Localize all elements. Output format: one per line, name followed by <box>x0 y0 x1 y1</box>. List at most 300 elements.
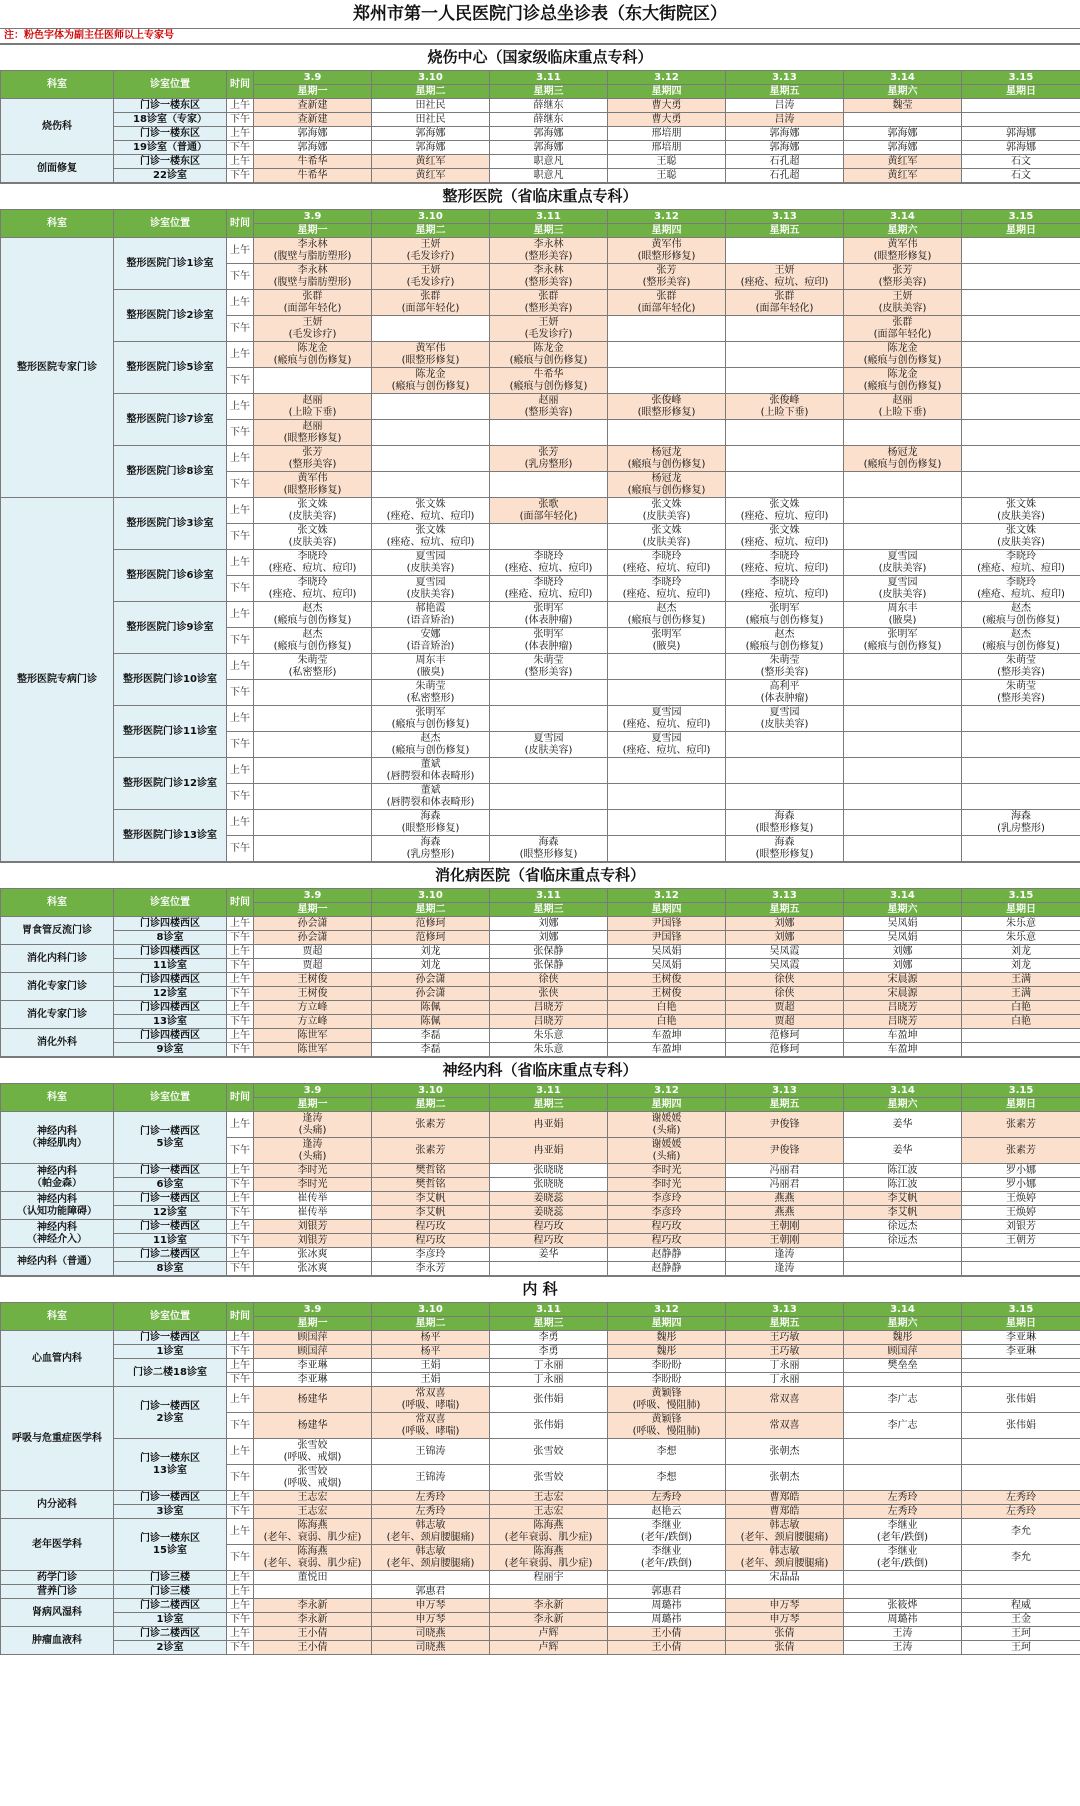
doctor-cell[interactable]: 逢涛 (头痛) <box>254 1138 372 1164</box>
doctor-cell[interactable]: 程巧玫 <box>372 1220 490 1234</box>
doctor-cell[interactable] <box>844 1262 962 1276</box>
doctor-cell[interactable]: 尹俊锋 <box>726 1112 844 1138</box>
doctor-cell[interactable]: 韩志敏 (老年、颈肩腰腿痛) <box>372 1519 490 1545</box>
doctor-cell[interactable]: 吕晓芳 <box>844 1015 962 1029</box>
doctor-cell[interactable]: 黄颖锋 (呼吸、慢阻肺) <box>608 1387 726 1413</box>
doctor-cell[interactable]: 魏彤 <box>608 1331 726 1345</box>
doctor-cell[interactable] <box>726 472 844 498</box>
doctor-cell[interactable]: 张群 (面部年轻化) <box>608 290 726 316</box>
doctor-cell[interactable] <box>844 1439 962 1465</box>
doctor-cell[interactable]: 顾国萍 <box>844 1345 962 1359</box>
doctor-cell[interactable]: 王小倩 <box>608 1641 726 1655</box>
doctor-cell[interactable]: 范修珂 <box>726 1043 844 1057</box>
doctor-cell[interactable]: 刘娜 <box>844 959 962 973</box>
doctor-cell[interactable]: 徐侠 <box>490 973 608 987</box>
doctor-cell[interactable]: 郭惠君 <box>608 1585 726 1599</box>
doctor-cell[interactable]: 夏雪园 (皮肤美容) <box>372 576 490 602</box>
doctor-cell[interactable]: 韩志敏 (老年、颈肩腰腿痛) <box>726 1545 844 1571</box>
doctor-cell[interactable] <box>490 784 608 810</box>
doctor-cell[interactable]: 刘娜 <box>490 917 608 931</box>
doctor-cell[interactable] <box>962 706 1080 732</box>
doctor-cell[interactable]: 吕涛 <box>726 113 844 127</box>
doctor-cell[interactable] <box>608 420 726 446</box>
doctor-cell[interactable]: 张俊峰 (眼整形修复) <box>608 394 726 420</box>
doctor-cell[interactable] <box>608 654 726 680</box>
doctor-cell[interactable]: 张文姝 (皮肤美容) <box>608 498 726 524</box>
doctor-cell[interactable]: 王娟 <box>372 1373 490 1387</box>
doctor-cell[interactable]: 陈海燕 (老年衰弱、肌少症) <box>490 1519 608 1545</box>
doctor-cell[interactable]: 方立峰 <box>254 1001 372 1015</box>
doctor-cell[interactable]: 王志宏 <box>254 1505 372 1519</box>
doctor-cell[interactable]: 白艳 <box>962 1001 1080 1015</box>
doctor-cell[interactable]: 朱萌莹 (私密整形) <box>372 680 490 706</box>
doctor-cell[interactable]: 张明军 (腋臭) <box>608 628 726 654</box>
doctor-cell[interactable]: 陈江波 <box>844 1164 962 1178</box>
doctor-cell[interactable]: 黄红军 <box>372 169 490 183</box>
doctor-cell[interactable]: 杨建华 <box>254 1387 372 1413</box>
doctor-cell[interactable]: 郭海娜 <box>844 141 962 155</box>
doctor-cell[interactable]: 车盈坤 <box>844 1043 962 1057</box>
doctor-cell[interactable]: 左秀玲 <box>962 1505 1080 1519</box>
doctor-cell[interactable]: 石孔超 <box>726 155 844 169</box>
doctor-cell[interactable]: 朱萌莹 (整形美容) <box>490 654 608 680</box>
doctor-cell[interactable] <box>844 113 962 127</box>
doctor-cell[interactable]: 陈江波 <box>844 1178 962 1192</box>
doctor-cell[interactable]: 冉亚娟 <box>490 1138 608 1164</box>
doctor-cell[interactable]: 申万琴 <box>726 1599 844 1613</box>
doctor-cell[interactable]: 李广志 <box>844 1387 962 1413</box>
doctor-cell[interactable]: 张文姝 (皮肤美容) <box>962 498 1080 524</box>
doctor-cell[interactable]: 黄军伟 (眼整形修复) <box>254 472 372 498</box>
doctor-cell[interactable]: 郭海娜 <box>726 127 844 141</box>
doctor-cell[interactable]: 刘龙 <box>372 945 490 959</box>
doctor-cell[interactable]: 吕晓芳 <box>490 1001 608 1015</box>
doctor-cell[interactable]: 杨平 <box>372 1345 490 1359</box>
doctor-cell[interactable] <box>608 342 726 368</box>
doctor-cell[interactable]: 曹大勇 <box>608 99 726 113</box>
doctor-cell[interactable]: 赵杰 (瘢痕与创伤修复) <box>962 628 1080 654</box>
doctor-cell[interactable]: 张群 (整形美容) <box>490 290 608 316</box>
doctor-cell[interactable]: 赵杰 (瘢痕与创伤修复) <box>726 628 844 654</box>
doctor-cell[interactable]: 宋晨源 <box>844 987 962 1001</box>
doctor-cell[interactable] <box>726 784 844 810</box>
doctor-cell[interactable]: 范修珂 <box>372 917 490 931</box>
doctor-cell[interactable]: 赵杰 (瘢痕与创伤修复) <box>962 602 1080 628</box>
doctor-cell[interactable]: 刘娜 <box>490 931 608 945</box>
doctor-cell[interactable] <box>844 1248 962 1262</box>
doctor-cell[interactable] <box>254 1585 372 1599</box>
doctor-cell[interactable] <box>962 758 1080 784</box>
doctor-cell[interactable]: 黄军伟 (眼整形修复) <box>608 238 726 264</box>
doctor-cell[interactable]: 燕燕 <box>726 1206 844 1220</box>
doctor-cell[interactable]: 白艳 <box>608 1001 726 1015</box>
doctor-cell[interactable]: 孙会潇 <box>254 931 372 945</box>
doctor-cell[interactable]: 海森 (乳房整形) <box>372 836 490 862</box>
doctor-cell[interactable] <box>962 446 1080 472</box>
doctor-cell[interactable] <box>962 1585 1080 1599</box>
doctor-cell[interactable] <box>726 368 844 394</box>
doctor-cell[interactable] <box>962 394 1080 420</box>
doctor-cell[interactable] <box>962 1373 1080 1387</box>
doctor-cell[interactable]: 张文姝 (皮肤美容) <box>254 524 372 550</box>
doctor-cell[interactable]: 查新建 <box>254 99 372 113</box>
doctor-cell[interactable]: 李继业 (老年/跌倒) <box>608 1519 726 1545</box>
doctor-cell[interactable]: 董斌 (唇腭裂和体表畸形) <box>372 784 490 810</box>
doctor-cell[interactable]: 陈龙金 (瘢痕与创伤修复) <box>844 342 962 368</box>
doctor-cell[interactable]: 李永新 <box>254 1613 372 1627</box>
doctor-cell[interactable] <box>844 1571 962 1585</box>
doctor-cell[interactable]: 张明军 (体表肿瘤) <box>490 628 608 654</box>
doctor-cell[interactable]: 杨冠龙 (瘢痕与创伤修复) <box>608 472 726 498</box>
doctor-cell[interactable]: 李彦玲 <box>372 1248 490 1262</box>
doctor-cell[interactable]: 白艳 <box>962 1015 1080 1029</box>
doctor-cell[interactable]: 张雪姣 (呼吸、戒烟) <box>254 1465 372 1491</box>
doctor-cell[interactable]: 张芳 (整形美容) <box>844 264 962 290</box>
doctor-cell[interactable]: 张文姝 (皮肤美容) <box>608 524 726 550</box>
doctor-cell[interactable]: 张芳 (整形美容) <box>608 264 726 290</box>
doctor-cell[interactable]: 孙会潇 <box>372 973 490 987</box>
doctor-cell[interactable]: 樊哲铭 <box>372 1178 490 1192</box>
doctor-cell[interactable]: 王妍 (毛发诊疗) <box>254 316 372 342</box>
doctor-cell[interactable] <box>608 368 726 394</box>
doctor-cell[interactable] <box>962 472 1080 498</box>
doctor-cell[interactable]: 高利平 (体表肿瘤) <box>726 680 844 706</box>
doctor-cell[interactable] <box>844 1585 962 1599</box>
doctor-cell[interactable] <box>490 758 608 784</box>
doctor-cell[interactable]: 徐远杰 <box>844 1220 962 1234</box>
doctor-cell[interactable] <box>962 316 1080 342</box>
doctor-cell[interactable] <box>490 1262 608 1276</box>
doctor-cell[interactable]: 王巧敏 <box>726 1345 844 1359</box>
doctor-cell[interactable]: 郭海娜 <box>726 141 844 155</box>
doctor-cell[interactable]: 丁永丽 <box>726 1359 844 1373</box>
doctor-cell[interactable] <box>962 99 1080 113</box>
doctor-cell[interactable]: 朱萌莹 (私密整形) <box>254 654 372 680</box>
doctor-cell[interactable]: 石孔超 <box>726 169 844 183</box>
doctor-cell[interactable] <box>726 342 844 368</box>
doctor-cell[interactable]: 丁永丽 <box>490 1373 608 1387</box>
doctor-cell[interactable]: 郭海娜 <box>962 141 1080 155</box>
doctor-cell[interactable]: 张朝杰 <box>726 1465 844 1491</box>
doctor-cell[interactable]: 王朝刚 <box>726 1220 844 1234</box>
doctor-cell[interactable]: 王妍 (毛发诊疗) <box>372 238 490 264</box>
doctor-cell[interactable]: 姜晓蕊 <box>490 1192 608 1206</box>
doctor-cell[interactable]: 黄颖锋 (呼吸、慢阻肺) <box>608 1413 726 1439</box>
doctor-cell[interactable]: 黄红军 <box>844 155 962 169</box>
doctor-cell[interactable]: 海森 (眼整形修复) <box>726 836 844 862</box>
doctor-cell[interactable] <box>962 113 1080 127</box>
doctor-cell[interactable]: 李盼盼 <box>608 1373 726 1387</box>
doctor-cell[interactable]: 张明军 (瘢痕与创伤修复) <box>726 602 844 628</box>
doctor-cell[interactable]: 申万琴 <box>372 1613 490 1627</box>
doctor-cell[interactable]: 张芳 (整形美容) <box>254 446 372 472</box>
doctor-cell[interactable]: 吴凤霞 <box>726 945 844 959</box>
doctor-cell[interactable]: 陈世军 <box>254 1043 372 1057</box>
doctor-cell[interactable]: 李晓玲 (痤疮、痘坑、痘印) <box>254 550 372 576</box>
doctor-cell[interactable]: 丁永丽 <box>726 1373 844 1387</box>
doctor-cell[interactable]: 张保静 <box>490 945 608 959</box>
doctor-cell[interactable] <box>254 810 372 836</box>
doctor-cell[interactable]: 宋晶晶 <box>726 1571 844 1585</box>
doctor-cell[interactable]: 赵杰 (瘢痕与创伤修复) <box>608 602 726 628</box>
doctor-cell[interactable]: 白艳 <box>608 1015 726 1029</box>
doctor-cell[interactable]: 郭惠君 <box>372 1585 490 1599</box>
doctor-cell[interactable]: 陈海燕 (老年、衰弱、肌少症) <box>254 1545 372 1571</box>
doctor-cell[interactable] <box>372 446 490 472</box>
doctor-cell[interactable]: 朱乐意 <box>490 1029 608 1043</box>
doctor-cell[interactable]: 刘银芳 <box>254 1220 372 1234</box>
doctor-cell[interactable]: 王满 <box>962 973 1080 987</box>
doctor-cell[interactable] <box>844 732 962 758</box>
doctor-cell[interactable]: 海森 (眼整形修复) <box>490 836 608 862</box>
doctor-cell[interactable]: 刘银芳 <box>962 1220 1080 1234</box>
doctor-cell[interactable] <box>372 420 490 446</box>
doctor-cell[interactable] <box>372 316 490 342</box>
doctor-cell[interactable] <box>372 472 490 498</box>
doctor-cell[interactable]: 董悦田 <box>254 1571 372 1585</box>
doctor-cell[interactable]: 程巧玫 <box>608 1220 726 1234</box>
doctor-cell[interactable]: 陈佩 <box>372 1001 490 1015</box>
doctor-cell[interactable]: 夏雪园 (皮肤美容) <box>844 576 962 602</box>
doctor-cell[interactable]: 吴凤娟 <box>608 945 726 959</box>
doctor-cell[interactable]: 左秀玲 <box>372 1491 490 1505</box>
doctor-cell[interactable]: 王珂 <box>962 1627 1080 1641</box>
doctor-cell[interactable]: 李继业 (老年/跌倒) <box>608 1545 726 1571</box>
doctor-cell[interactable]: 贾超 <box>254 945 372 959</box>
doctor-cell[interactable]: 徐远杰 <box>844 1234 962 1248</box>
doctor-cell[interactable]: 李广志 <box>844 1413 962 1439</box>
doctor-cell[interactable]: 陈海燕 (老年、衰弱、肌少症) <box>254 1519 372 1545</box>
doctor-cell[interactable]: 赵静静 <box>608 1262 726 1276</box>
doctor-cell[interactable]: 张文姝 (痤疮、痘坑、痘印) <box>372 524 490 550</box>
doctor-cell[interactable]: 安娜 (语音矫治) <box>372 628 490 654</box>
doctor-cell[interactable]: 罗小娜 <box>962 1164 1080 1178</box>
doctor-cell[interactable]: 司晓燕 <box>372 1627 490 1641</box>
doctor-cell[interactable] <box>726 316 844 342</box>
doctor-cell[interactable]: 王焕婷 <box>962 1192 1080 1206</box>
doctor-cell[interactable]: 刘娜 <box>844 945 962 959</box>
doctor-cell[interactable]: 陈龙金 (瘢痕与创伤修复) <box>844 368 962 394</box>
doctor-cell[interactable]: 朱乐意 <box>490 1043 608 1057</box>
doctor-cell[interactable]: 李艾帆 <box>844 1192 962 1206</box>
doctor-cell[interactable]: 张雪姣 (呼吸、戒烟) <box>254 1439 372 1465</box>
doctor-cell[interactable]: 郭海娜 <box>490 141 608 155</box>
doctor-cell[interactable] <box>962 1043 1080 1057</box>
doctor-cell[interactable]: 职意凡 <box>490 169 608 183</box>
doctor-cell[interactable]: 王珂 <box>962 1641 1080 1655</box>
doctor-cell[interactable]: 李艾帆 <box>372 1192 490 1206</box>
doctor-cell[interactable]: 吴凤娟 <box>844 917 962 931</box>
doctor-cell[interactable]: 陈佩 <box>372 1015 490 1029</box>
doctor-cell[interactable]: 王树俊 <box>254 987 372 1001</box>
doctor-cell[interactable]: 范修珂 <box>372 931 490 945</box>
doctor-cell[interactable]: 程威 <box>962 1599 1080 1613</box>
doctor-cell[interactable]: 魏莹 <box>844 99 962 113</box>
doctor-cell[interactable]: 张保静 <box>490 959 608 973</box>
doctor-cell[interactable]: 王妍 (毛发诊疗) <box>490 316 608 342</box>
doctor-cell[interactable]: 石文 <box>962 169 1080 183</box>
doctor-cell[interactable]: 陈世军 <box>254 1029 372 1043</box>
doctor-cell[interactable]: 李晓玲 (痤疮、痘坑、痘印) <box>962 550 1080 576</box>
doctor-cell[interactable] <box>962 368 1080 394</box>
doctor-cell[interactable] <box>490 810 608 836</box>
doctor-cell[interactable] <box>962 1439 1080 1465</box>
doctor-cell[interactable] <box>844 524 962 550</box>
doctor-cell[interactable] <box>844 472 962 498</box>
doctor-cell[interactable]: 王锦涛 <box>372 1465 490 1491</box>
doctor-cell[interactable]: 郭海娜 <box>254 127 372 141</box>
doctor-cell[interactable]: 常双喜 <box>726 1387 844 1413</box>
doctor-cell[interactable] <box>490 706 608 732</box>
doctor-cell[interactable] <box>490 1585 608 1599</box>
doctor-cell[interactable] <box>608 810 726 836</box>
doctor-cell[interactable]: 尹国锋 <box>608 931 726 945</box>
doctor-cell[interactable]: 贾超 <box>726 1001 844 1015</box>
doctor-cell[interactable] <box>844 654 962 680</box>
doctor-cell[interactable] <box>254 732 372 758</box>
doctor-cell[interactable]: 田社民 <box>372 113 490 127</box>
doctor-cell[interactable] <box>844 1465 962 1491</box>
doctor-cell[interactable]: 王锦涛 <box>372 1439 490 1465</box>
doctor-cell[interactable] <box>490 524 608 550</box>
doctor-cell[interactable]: 孙会潇 <box>254 917 372 931</box>
doctor-cell[interactable]: 孙会潇 <box>372 987 490 1001</box>
doctor-cell[interactable]: 陈海燕 (老年衰弱、肌少症) <box>490 1545 608 1571</box>
doctor-cell[interactable]: 徐侠 <box>726 973 844 987</box>
doctor-cell[interactable]: 周璐祎 <box>844 1613 962 1627</box>
doctor-cell[interactable]: 丁永丽 <box>490 1359 608 1373</box>
doctor-cell[interactable]: 张明军 (瘢痕与创伤修复) <box>844 628 962 654</box>
doctor-cell[interactable] <box>962 290 1080 316</box>
doctor-cell[interactable]: 杨平 <box>372 1331 490 1345</box>
doctor-cell[interactable]: 张文姝 (皮肤美容) <box>254 498 372 524</box>
doctor-cell[interactable] <box>962 238 1080 264</box>
doctor-cell[interactable]: 李艾帆 <box>844 1206 962 1220</box>
doctor-cell[interactable]: 车盈坤 <box>844 1029 962 1043</box>
doctor-cell[interactable] <box>844 758 962 784</box>
doctor-cell[interactable] <box>372 1571 490 1585</box>
doctor-cell[interactable]: 李磊 <box>372 1043 490 1057</box>
doctor-cell[interactable]: 朱乐意 <box>962 917 1080 931</box>
doctor-cell[interactable]: 逢涛 <box>726 1262 844 1276</box>
doctor-cell[interactable]: 杨冠龙 (瘢痕与创伤修复) <box>608 446 726 472</box>
doctor-cell[interactable]: 张雪姣 <box>490 1439 608 1465</box>
doctor-cell[interactable]: 李继业 (老年/跌倒) <box>844 1545 962 1571</box>
doctor-cell[interactable]: 车盈坤 <box>608 1043 726 1057</box>
doctor-cell[interactable]: 程巧玫 <box>608 1234 726 1248</box>
doctor-cell[interactable]: 刘娜 <box>726 931 844 945</box>
doctor-cell[interactable] <box>254 706 372 732</box>
doctor-cell[interactable]: 李晓玲 (痤疮、痘坑、痘印) <box>254 576 372 602</box>
doctor-cell[interactable]: 贾超 <box>254 959 372 973</box>
doctor-cell[interactable]: 樊垒垒 <box>844 1359 962 1373</box>
doctor-cell[interactable]: 卢辉 <box>490 1627 608 1641</box>
doctor-cell[interactable]: 罗小娜 <box>962 1178 1080 1192</box>
doctor-cell[interactable]: 李永林 (腹壁与脂肪塑形) <box>254 264 372 290</box>
doctor-cell[interactable] <box>254 758 372 784</box>
doctor-cell[interactable]: 赵丽 (上睑下垂) <box>844 394 962 420</box>
doctor-cell[interactable]: 石文 <box>962 155 1080 169</box>
doctor-cell[interactable]: 王朝芳 <box>962 1234 1080 1248</box>
doctor-cell[interactable]: 左秀玲 <box>962 1491 1080 1505</box>
doctor-cell[interactable]: 张伟娟 <box>490 1387 608 1413</box>
doctor-cell[interactable]: 吕晓芳 <box>490 1015 608 1029</box>
doctor-cell[interactable]: 曹郑皓 <box>726 1505 844 1519</box>
doctor-cell[interactable]: 王小倩 <box>254 1641 372 1655</box>
doctor-cell[interactable] <box>844 706 962 732</box>
doctor-cell[interactable]: 海森 (眼整形修复) <box>726 810 844 836</box>
doctor-cell[interactable]: 李勇 <box>490 1345 608 1359</box>
doctor-cell[interactable]: 夏雪园 (皮肤美容) <box>490 732 608 758</box>
doctor-cell[interactable]: 张群 (面部年轻化) <box>254 290 372 316</box>
doctor-cell[interactable]: 朱萌莹 (整形美容) <box>726 654 844 680</box>
doctor-cell[interactable]: 王树俊 <box>254 973 372 987</box>
doctor-cell[interactable]: 顾国萍 <box>254 1331 372 1345</box>
doctor-cell[interactable]: 郭海娜 <box>254 141 372 155</box>
doctor-cell[interactable]: 田社民 <box>372 99 490 113</box>
doctor-cell[interactable]: 徐侠 <box>726 987 844 1001</box>
doctor-cell[interactable]: 李允 <box>962 1545 1080 1571</box>
doctor-cell[interactable] <box>608 836 726 862</box>
doctor-cell[interactable]: 王涛 <box>844 1641 962 1655</box>
doctor-cell[interactable]: 朱萌莹 (整形美容) <box>962 654 1080 680</box>
doctor-cell[interactable]: 李永林 (整形美容) <box>490 264 608 290</box>
doctor-cell[interactable]: 陈龙金 (瘢痕与创伤修复) <box>372 368 490 394</box>
doctor-cell[interactable]: 申万琴 <box>726 1613 844 1627</box>
doctor-cell[interactable]: 韩志敏 (老年、颈肩腰腿痛) <box>726 1519 844 1545</box>
doctor-cell[interactable]: 李晓玲 (痤疮、痘坑、痘印) <box>490 576 608 602</box>
doctor-cell[interactable]: 朱萌莹 (整形美容) <box>962 680 1080 706</box>
doctor-cell[interactable]: 贾超 <box>726 1015 844 1029</box>
doctor-cell[interactable]: 牛希华 <box>254 155 372 169</box>
doctor-cell[interactable]: 樊哲铭 <box>372 1164 490 1178</box>
doctor-cell[interactable]: 李勇 <box>490 1331 608 1345</box>
doctor-cell[interactable]: 程丽宇 <box>490 1571 608 1585</box>
doctor-cell[interactable]: 刘龙 <box>962 959 1080 973</box>
doctor-cell[interactable] <box>962 836 1080 862</box>
doctor-cell[interactable]: 张文姝 (痤疮、痘坑、痘印) <box>726 524 844 550</box>
doctor-cell[interactable]: 李永新 <box>254 1599 372 1613</box>
doctor-cell[interactable]: 左秀玲 <box>844 1491 962 1505</box>
doctor-cell[interactable]: 李盼盼 <box>608 1359 726 1373</box>
doctor-cell[interactable] <box>608 758 726 784</box>
doctor-cell[interactable]: 郭海娜 <box>372 127 490 141</box>
doctor-cell[interactable]: 黄军伟 (眼整形修复) <box>372 342 490 368</box>
doctor-cell[interactable]: 赵杰 (瘢痕与创伤修复) <box>254 602 372 628</box>
doctor-cell[interactable]: 程巧玫 <box>490 1234 608 1248</box>
doctor-cell[interactable]: 刘龙 <box>372 959 490 973</box>
doctor-cell[interactable]: 王妍 (皮肤美容) <box>844 290 962 316</box>
doctor-cell[interactable]: 张文姝 (痤疮、痘坑、痘印) <box>726 498 844 524</box>
doctor-cell[interactable] <box>254 784 372 810</box>
doctor-cell[interactable]: 左秀玲 <box>608 1491 726 1505</box>
doctor-cell[interactable]: 常双喜 <box>726 1413 844 1439</box>
doctor-cell[interactable]: 李亚琳 <box>254 1359 372 1373</box>
doctor-cell[interactable]: 王娟 <box>372 1359 490 1373</box>
doctor-cell[interactable]: 李晓玲 (痤疮、痘坑、痘印) <box>726 550 844 576</box>
doctor-cell[interactable] <box>962 264 1080 290</box>
doctor-cell[interactable]: 李时光 <box>254 1164 372 1178</box>
doctor-cell[interactable]: 夏雪园 (痤疮、痘坑、痘印) <box>608 732 726 758</box>
doctor-cell[interactable]: 王志宏 <box>490 1491 608 1505</box>
doctor-cell[interactable] <box>844 420 962 446</box>
doctor-cell[interactable] <box>490 680 608 706</box>
doctor-cell[interactable]: 左秀玲 <box>372 1505 490 1519</box>
doctor-cell[interactable]: 李晓玲 (痤疮、痘坑、痘印) <box>962 576 1080 602</box>
doctor-cell[interactable] <box>372 394 490 420</box>
doctor-cell[interactable]: 逢涛 (头痛) <box>254 1112 372 1138</box>
doctor-cell[interactable]: 王小倩 <box>608 1627 726 1641</box>
